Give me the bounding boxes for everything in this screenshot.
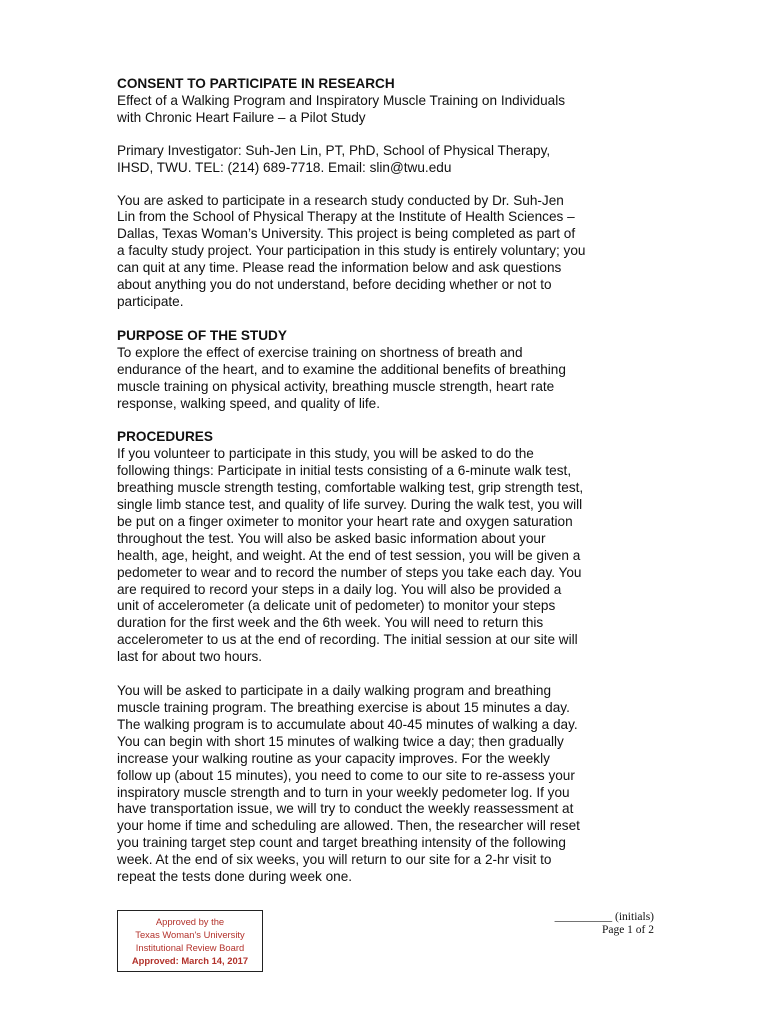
page-number: Page 1 of 2 bbox=[601, 924, 654, 936]
walking-program-paragraph bbox=[117, 683, 657, 886]
procedures-line: pedometer to wear and to record the number of steps you take each day. You bbox=[117, 564, 582, 580]
walking-line: The walking program is to accumulate about 40-45 minutes of walking a day. bbox=[117, 716, 578, 732]
purpose-line: endurance of the heart, and to examine the additional benefits of breathing bbox=[117, 361, 566, 377]
intro-paragraph bbox=[117, 193, 657, 311]
procedures-line: be put on a finger oximeter to monitor your heart rate and oxygen saturation bbox=[117, 513, 573, 529]
irb-stamp-line-1: Approved by the bbox=[155, 916, 225, 927]
study-title-line-2: with Chronic Heart Failure – a Pilot Study bbox=[117, 109, 366, 125]
irb-stamp-line-3: Institutional Review Board bbox=[135, 942, 245, 953]
irb-stamp-line-2: Texas Woman's University bbox=[135, 929, 245, 940]
walking-line: You will be asked to participate in a daily walking program and breathing bbox=[117, 683, 552, 699]
purpose-paragraph bbox=[117, 345, 657, 413]
procedures-line: If you volunteer to participate in this study, you will be asked to do the bbox=[117, 446, 534, 462]
intro-line: You are asked to participate in a research study conducted by Dr. Suh-Jen bbox=[117, 192, 564, 208]
procedures-line: duration for the first week and the 6th week. You will need to return this bbox=[117, 615, 544, 631]
intro-line: Dallas, Texas Woman’s University. This project is being completed as part of bbox=[117, 226, 576, 242]
walking-line: you training target step count and target breathing intensity of the following bbox=[117, 835, 566, 851]
document-title: CONSENT TO PARTICIPATE IN RESEARCH bbox=[117, 76, 395, 91]
procedures-line: last for about two hours. bbox=[117, 649, 263, 665]
walking-line: have transportation issue, we will try to conduct the weekly reassessment at bbox=[117, 801, 574, 817]
procedures-line: accelerometer to us at the end of recording. The initial session at our site will bbox=[117, 632, 578, 648]
purpose-line: To explore the effect of exercise training on shortness of breath and bbox=[117, 344, 523, 360]
procedures-line: breathing muscle strength testing, comfortable walking test, grip strength test, bbox=[117, 480, 584, 496]
procedures-line: are required to record your steps in a daily log. You will also be provided a bbox=[117, 581, 562, 597]
walking-line: follow up (about 15 minutes), you need to come to our site to re-assess your bbox=[117, 767, 575, 783]
intro-line: a faculty study project. Your participation in this study is entirely voluntary; you bbox=[117, 243, 586, 259]
intro-line: can quit at any time. Please read the information below and ask questions bbox=[117, 260, 562, 276]
walking-line: You can begin with short 15 minutes of walking twice a day; then gradually bbox=[117, 733, 564, 749]
document-body bbox=[117, 76, 657, 886]
purpose-heading: PURPOSE OF THE STUDY bbox=[117, 327, 287, 343]
investigator-line-2: IHSD, TWU. TEL: (214) 689-7718. Email: slin@twu.edu bbox=[117, 159, 452, 175]
irb-approval-stamp bbox=[117, 910, 263, 972]
procedures-line: unit of accelerometer (a delicate unit of pedometer) to monitor your steps bbox=[117, 598, 556, 614]
intro-line: about anything you do not understand, before deciding whether or not to bbox=[117, 277, 552, 293]
procedures-line: single limb stance test, and quality of life survey. During the walk test, you will bbox=[117, 497, 583, 513]
procedures-heading: PROCEDURES bbox=[117, 429, 213, 445]
intro-line: Lin from the School of Physical Therapy at the Institute of Health Sciences – bbox=[117, 209, 575, 225]
investigator-line-1: Primary Investigator: Suh-Jen Lin, PT, PhD, School of Physical Therapy, bbox=[117, 142, 551, 158]
study-title-line-1: Effect of a Walking Program and Inspiratory Muscle Training on Individuals bbox=[117, 92, 566, 108]
walking-line: your home if time and scheduling are allowed. Then, the researcher will reset bbox=[117, 818, 580, 834]
initials-field: __________ (initials) bbox=[554, 911, 654, 923]
procedures-paragraph bbox=[117, 446, 657, 666]
walking-line: increase your walking routine as your capacity improves. For the weekly bbox=[117, 750, 550, 766]
procedures-line: health, age, height, and weight. At the end of test session, you will be given a bbox=[117, 547, 581, 563]
walking-line: week. At the end of six weeks, you will return to our site for a 2-hr visit to bbox=[117, 852, 552, 868]
procedures-line: following things: Participate in initial tests consisting of a 6-minute walk test, bbox=[117, 463, 572, 479]
walking-line: repeat the tests done during week one. bbox=[117, 869, 353, 885]
walking-line: muscle training program. The breathing exercise is about 15 minutes a day. bbox=[117, 700, 570, 715]
procedures-line: throughout the test. You will also be asked basic information about your bbox=[117, 530, 546, 546]
intro-line: participate. bbox=[117, 293, 184, 309]
purpose-line: muscle training on physical activity, breathing muscle strength, heart rate bbox=[117, 378, 555, 394]
irb-approval-date: Approved: March 14, 2017 bbox=[131, 955, 249, 966]
walking-line: inspiratory muscle strength and to turn in your weekly pedometer log. If you bbox=[117, 784, 570, 800]
purpose-line: response, walking speed, and quality of life. bbox=[117, 395, 380, 411]
page-footer bbox=[555, 911, 654, 937]
